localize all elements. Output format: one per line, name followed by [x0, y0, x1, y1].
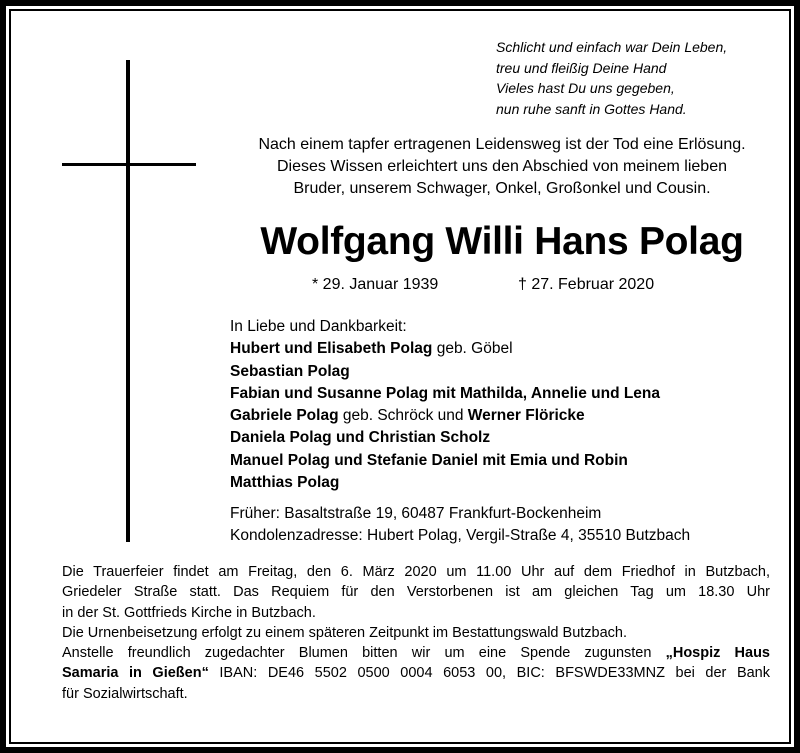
notice-line: für Sozialwirtschaft.	[62, 685, 188, 702]
family-name: Gabriele Polag	[230, 407, 339, 425]
funeral-notice	[62, 562, 770, 704]
family-row	[230, 338, 660, 360]
poem-line: Vieles hast Du uns gegeben,	[496, 80, 675, 96]
condolence-address: Kondolenzadresse: Hubert Polag, Vergil-Straße 4, 35510 Butzbach	[230, 527, 691, 544]
family-row	[230, 405, 660, 427]
cross-icon-horizontal	[62, 163, 196, 166]
notice-line: Die Trauerfeier findet am Freitag, den 6. März 2020 um 11.00 Uhr auf dem Friedhof in Butzbach,	[62, 564, 770, 580]
intro-line: Bruder, unserem Schwager, Onkel, Großonkel und Cousin.	[293, 180, 711, 197]
birth-date: * 29. Januar 1939	[312, 276, 439, 293]
intro-line: Nach einem tapfer ertragenen Leidensweg ist der Tod eine Erlösung.	[258, 136, 746, 153]
family-row	[230, 383, 660, 405]
family-name: Sebastian Polag	[230, 362, 350, 380]
family-row	[230, 427, 660, 449]
charity-name: „Hospiz Haus	[665, 645, 770, 662]
family-name: Manuel Polag und Stefanie Daniel mit Emia und Robin	[230, 451, 628, 469]
intro-text	[222, 134, 782, 200]
family-name: Hubert und Elisabeth Polag	[230, 340, 433, 358]
notice-line: in der St. Gottfrieds Kirche in Butzbach.	[62, 604, 316, 621]
notice-line	[62, 663, 770, 683]
address-block	[230, 503, 690, 547]
family-heading: In Liebe und Dankbarkeit:	[230, 318, 407, 335]
intro-line: Dieses Wissen erleichtert uns den Abschied von meinem lieben	[276, 158, 727, 175]
deceased-name: Wolfgang Willi Hans Polag	[260, 220, 744, 263]
donation-text: Anstelle freundlich zugedachter Blumen bitten wir um eine Spende zugunsten	[62, 645, 666, 662]
poem	[496, 37, 727, 119]
family-note: geb. Schröck und	[338, 407, 468, 425]
notice-line: Griedeler Straße statt. Das Requiem für den Verstorbenen ist am gleichen Tag um 18.30 Uhr	[62, 584, 770, 601]
poem-line: Schlicht und einfach war Dein Leben,	[496, 39, 728, 55]
cross-icon-vertical	[126, 60, 130, 542]
notice-line	[62, 643, 770, 663]
family-name: Matthias Polag	[230, 474, 340, 492]
poem-line: treu und fleißig Deine Hand	[496, 59, 667, 76]
death-date: † 27. Februar 2020	[518, 276, 655, 293]
poem-line: nun ruhe sanft in Gottes Hand.	[496, 100, 687, 117]
family-name: Werner Flöricke	[467, 407, 585, 425]
family-name: Daniela Polag und Christian Scholz	[230, 429, 491, 447]
family-name: Fabian und Susanne Polag mit Mathilda, Annelie und Lena	[230, 384, 661, 402]
bank-details: IBAN: DE46 5502 0500 0004 6053 00, BIC: BFSWDE33MNZ bei der Bank	[208, 665, 770, 682]
family-list	[230, 316, 660, 494]
former-address: Früher: Basaltstraße 19, 60487 Frankfurt-Bockenheim	[230, 505, 602, 522]
family-row	[230, 472, 660, 494]
family-row	[230, 361, 660, 383]
family-note: geb. Göbel	[432, 340, 513, 358]
family-row	[230, 450, 660, 472]
charity-name: Samaria in Gießen“	[62, 665, 209, 682]
notice-line: Die Urnenbeisetzung erfolgt zu einem späteren Zeitpunkt im Bestattungswald Butzbach.	[62, 624, 628, 641]
